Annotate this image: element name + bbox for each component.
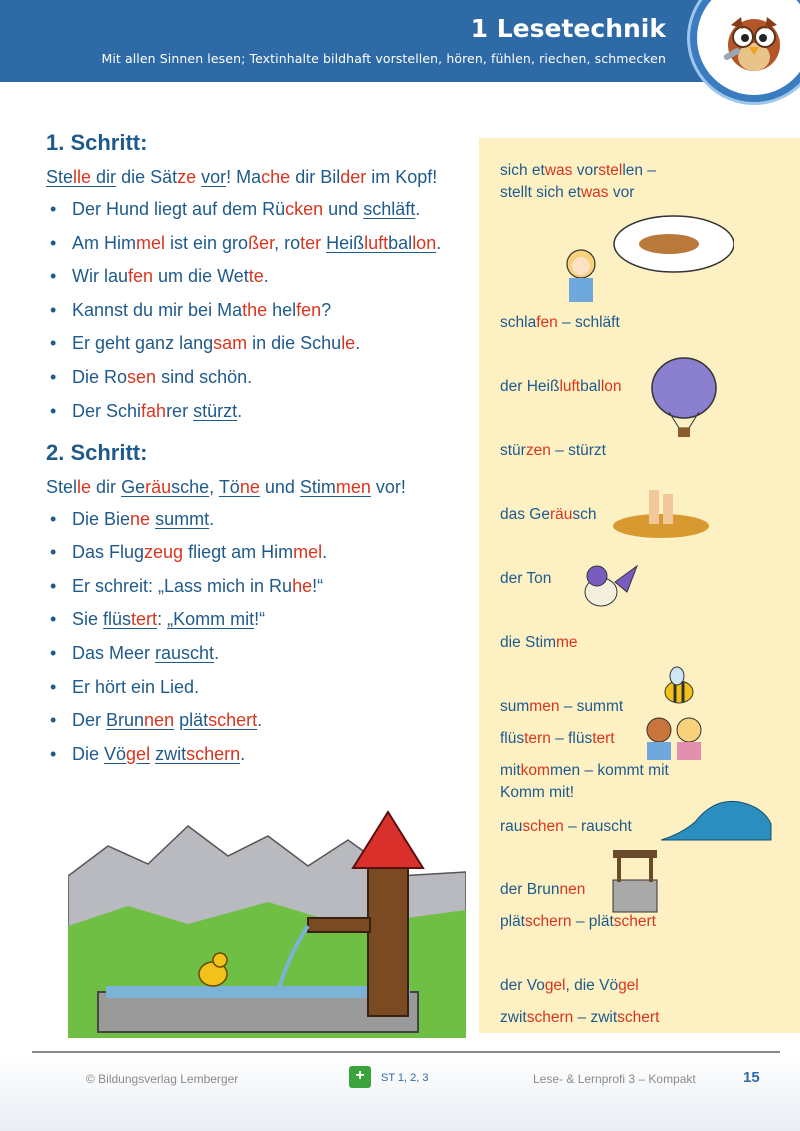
footer-copyright: © Bildungsverlag Lemberger — [86, 1072, 239, 1086]
vocab-summen: summen – summt — [500, 698, 624, 715]
list-item: • Er hört ein Lied. — [46, 672, 466, 702]
vocab-fluestern: flüstern – flüstert — [500, 730, 615, 747]
step2-list — [46, 504, 466, 769]
list-item: • Der Hund liegt auf dem Rücken und schläft. — [46, 194, 466, 224]
chapter-title: 1 Lesetechnik — [470, 14, 666, 43]
list-item: • Das Flugzeug fliegt am Himmel. — [46, 537, 466, 567]
fountain-illustration — [68, 806, 466, 1038]
list-item: • Kannst du mir bei Mathe helfen? — [46, 295, 466, 325]
vocab-plaetschern: plätschern – plätschert — [500, 913, 656, 930]
list-item: • Der Brunnen plätschert. — [46, 705, 466, 735]
footer-band — [0, 1054, 800, 1131]
list-item: • Die Rosen sind schön. — [46, 362, 466, 392]
step1-heading: 1. Schritt: — [46, 130, 148, 155]
vocab-stimme: die Stimme — [500, 634, 578, 651]
list-item: • Am Himmel ist ein großer, roter Heißluftballon. — [46, 228, 466, 258]
list-item: • Er schreit: „Lass mich in Ruhe!“ — [46, 571, 466, 601]
whispering-children-icon — [639, 714, 711, 760]
vocab-heissluftballon: der Heißluftballon — [500, 378, 622, 395]
owl-mascot-badge — [690, 0, 800, 102]
vocab-vorstellen: sich etwas vorstellen – stellt sich etwas vor — [500, 162, 656, 201]
exercise-column — [46, 130, 466, 772]
vocabulary-panel — [479, 138, 800, 1033]
dreaming-girl-icon — [559, 214, 734, 306]
leaves-feet-icon — [611, 490, 711, 540]
list-item: • Er geht ganz langsam in die Schule. — [46, 328, 466, 358]
list-item: • Die Vögel zwitschern. — [46, 739, 466, 769]
vocab-stuerzen: stürzen – stürzt — [500, 442, 606, 459]
list-item: • Die Biene summt. — [46, 504, 466, 534]
bee-icon — [657, 664, 703, 710]
footer-divider — [32, 1051, 780, 1053]
well-icon — [607, 846, 663, 914]
vocab-brunnen: der Brunnen — [500, 881, 586, 898]
singing-bird-icon — [571, 552, 641, 622]
step1-intro: Stelle dir die Sätze vor! Mache dir Bilder im Kopf! — [46, 167, 438, 187]
list-item: • Sie flüstert: „Komm mit!“ — [46, 604, 466, 634]
vocab-rauschen: rauschen – rauscht — [500, 818, 632, 835]
footer-st: ST 1, 2, 3 — [381, 1072, 429, 1084]
page-number: 15 — [743, 1069, 760, 1086]
vocab-zwitschern: zwitschern – zwitschert — [500, 1009, 660, 1026]
vocab-ton: der Ton — [500, 570, 552, 587]
plus-icon: + — [349, 1066, 371, 1088]
vocab-geraeusch: das Geräusch — [500, 506, 597, 523]
vocab-mitkommen: mitkommen – kommt mit Komm mit! — [500, 762, 669, 801]
step2-heading: 2. Schritt: — [46, 439, 148, 465]
footer-book-title: Lese- & Lernprofi 3 – Kompakt — [533, 1072, 696, 1086]
list-item: • Wir laufen um die Wette. — [46, 261, 466, 291]
vocab-schlafen: schlafen – schläft — [500, 314, 620, 331]
hot-air-balloon-icon — [649, 356, 719, 441]
ocean-wave-icon — [661, 794, 773, 844]
page-header — [0, 0, 800, 82]
step2-intro: Stelle dir Geräusche, Töne und Stimmen vor! — [46, 476, 406, 497]
chapter-subtitle: Mit allen Sinnen lesen; Textinhalte bildhaft vorstellen, hören, fühlen, riechen, schmecken — [101, 51, 666, 66]
vocab-vogel: der Vogel, die Vögel — [500, 977, 639, 994]
owl-mascot-icon — [697, 0, 800, 95]
step1-list — [46, 194, 466, 426]
list-item: • Der Schifahrer stürzt. — [46, 396, 466, 426]
list-item: • Das Meer rauscht. — [46, 638, 466, 668]
